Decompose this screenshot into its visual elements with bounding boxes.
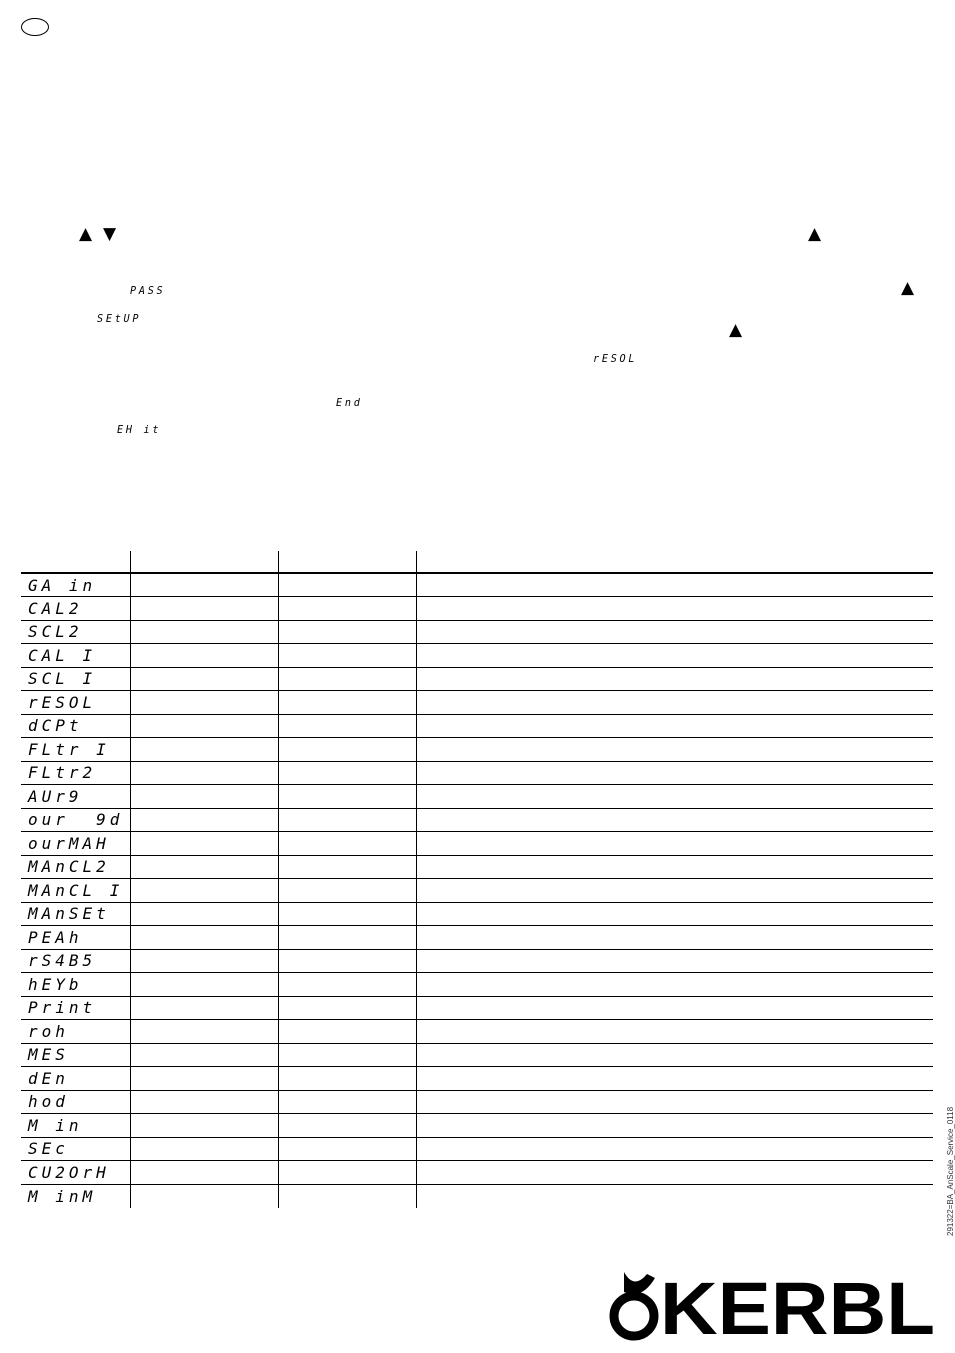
table-cell bbox=[278, 879, 416, 903]
parameter-code: our 9d bbox=[28, 810, 124, 830]
up-arrow-icon: ▲ bbox=[729, 320, 743, 340]
language-badge bbox=[21, 18, 49, 36]
table-header-row bbox=[21, 551, 933, 573]
table-row bbox=[21, 620, 933, 644]
table-row bbox=[21, 644, 933, 668]
table-cell bbox=[130, 855, 278, 879]
table-row bbox=[21, 573, 933, 597]
table-cell bbox=[278, 808, 416, 832]
parameter-code: AUr9 bbox=[28, 786, 83, 806]
parameter-code: Print bbox=[28, 998, 97, 1018]
table-cell bbox=[416, 996, 933, 1020]
parameter-code: MAnCL2 bbox=[28, 857, 110, 877]
table-cell bbox=[416, 832, 933, 856]
table-cell bbox=[130, 785, 278, 809]
table-row bbox=[21, 1161, 933, 1185]
table-cell bbox=[130, 1184, 278, 1208]
parameter-code: M inM bbox=[28, 1186, 97, 1206]
table-cell bbox=[130, 714, 278, 738]
table-cell bbox=[278, 1043, 416, 1067]
table-cell bbox=[278, 1137, 416, 1161]
table-row bbox=[21, 1114, 933, 1138]
code-end: End bbox=[336, 396, 363, 409]
code-resol: rESOL bbox=[593, 352, 638, 365]
table-cell bbox=[130, 832, 278, 856]
table-row bbox=[21, 714, 933, 738]
table-row bbox=[21, 761, 933, 785]
table-cell bbox=[416, 620, 933, 644]
up-arrow-icon: ▲ bbox=[901, 278, 915, 298]
table-cell bbox=[416, 1020, 933, 1044]
table-row bbox=[21, 1090, 933, 1114]
table-cell bbox=[416, 761, 933, 785]
parameter-code: CAL I bbox=[28, 645, 97, 665]
table-cell bbox=[416, 808, 933, 832]
table-row bbox=[21, 1020, 933, 1044]
table-cell bbox=[130, 1067, 278, 1091]
table-row bbox=[21, 597, 933, 621]
table-cell bbox=[130, 691, 278, 715]
table-cell bbox=[130, 949, 278, 973]
table-cell bbox=[416, 855, 933, 879]
parameter-code: hod bbox=[28, 1092, 69, 1112]
parameter-code: SCL2 bbox=[28, 622, 83, 642]
table-cell bbox=[130, 644, 278, 668]
table-cell bbox=[416, 738, 933, 762]
table-row bbox=[21, 1067, 933, 1091]
table-row bbox=[21, 902, 933, 926]
table-cell bbox=[278, 1114, 416, 1138]
table-cell bbox=[278, 996, 416, 1020]
table-row bbox=[21, 667, 933, 691]
table-cell bbox=[130, 738, 278, 762]
table-cell bbox=[278, 855, 416, 879]
code-exit: EH it bbox=[117, 423, 162, 436]
table-cell bbox=[416, 714, 933, 738]
table-cell bbox=[130, 1090, 278, 1114]
parameter-code: PEAh bbox=[28, 927, 83, 947]
table-cell bbox=[278, 949, 416, 973]
table-cell bbox=[416, 1090, 933, 1114]
table-cell bbox=[278, 597, 416, 621]
table-cell bbox=[278, 714, 416, 738]
table-row bbox=[21, 1184, 933, 1208]
table-cell bbox=[130, 902, 278, 926]
table-cell bbox=[130, 667, 278, 691]
parameter-code: CAL2 bbox=[28, 598, 83, 618]
table-cell bbox=[416, 691, 933, 715]
table-row bbox=[21, 879, 933, 903]
table-row bbox=[21, 855, 933, 879]
parameter-code: MAnSEt bbox=[28, 904, 110, 924]
up-arrow-icon: ▲ bbox=[79, 224, 93, 244]
table-row bbox=[21, 1137, 933, 1161]
table-cell bbox=[278, 1161, 416, 1185]
table-cell bbox=[416, 973, 933, 997]
parameter-code: dCPt bbox=[28, 716, 83, 736]
parameter-code: FLtr2 bbox=[28, 763, 97, 783]
table-cell bbox=[278, 667, 416, 691]
kerbl-mark-icon bbox=[614, 1272, 655, 1336]
table-cell bbox=[416, 667, 933, 691]
table-cell bbox=[278, 973, 416, 997]
table-cell bbox=[416, 1161, 933, 1185]
parameter-code: M in bbox=[28, 1115, 83, 1135]
table-row bbox=[21, 691, 933, 715]
table-cell bbox=[416, 573, 933, 597]
table-cell bbox=[130, 1161, 278, 1185]
table-row bbox=[21, 973, 933, 997]
table-cell bbox=[278, 1020, 416, 1044]
down-arrow-icon: ▼ bbox=[103, 224, 117, 244]
table-cell bbox=[278, 1090, 416, 1114]
table-cell bbox=[130, 808, 278, 832]
table-cell bbox=[278, 761, 416, 785]
table-cell bbox=[278, 926, 416, 950]
parameter-code: hEYb bbox=[28, 974, 83, 994]
table-row bbox=[21, 996, 933, 1020]
table-cell bbox=[416, 785, 933, 809]
table-row bbox=[21, 808, 933, 832]
table-cell bbox=[130, 973, 278, 997]
parameter-code: SCL I bbox=[28, 669, 97, 689]
logo-text: KERBL bbox=[660, 1267, 935, 1350]
table-cell bbox=[130, 620, 278, 644]
code-pass: PASS bbox=[130, 284, 166, 297]
table-row bbox=[21, 1043, 933, 1067]
table-row bbox=[21, 785, 933, 809]
code-setup: SEtUP bbox=[97, 312, 142, 325]
table-cell bbox=[278, 738, 416, 762]
table-cell bbox=[130, 597, 278, 621]
parameter-code: CU2OrH bbox=[28, 1162, 110, 1182]
table-row bbox=[21, 738, 933, 762]
table-cell bbox=[416, 1137, 933, 1161]
table-cell bbox=[278, 1067, 416, 1091]
table-cell bbox=[130, 573, 278, 597]
parameter-code: FLtr I bbox=[28, 739, 110, 759]
parameter-code: rESOL bbox=[28, 692, 97, 712]
table-row bbox=[21, 926, 933, 950]
parameter-code: MAnCL I bbox=[28, 880, 124, 900]
table-cell bbox=[278, 832, 416, 856]
table-cell bbox=[416, 949, 933, 973]
table-cell bbox=[278, 691, 416, 715]
document-id: 291322=BA_AnScale_Service_0118 bbox=[946, 1106, 955, 1236]
table-cell bbox=[130, 1114, 278, 1138]
table-cell bbox=[130, 1043, 278, 1067]
table-cell bbox=[416, 1184, 933, 1208]
table-cell bbox=[130, 761, 278, 785]
table-cell bbox=[130, 879, 278, 903]
parameter-code: rS4B5 bbox=[28, 951, 97, 971]
table-cell bbox=[130, 996, 278, 1020]
table-cell bbox=[416, 926, 933, 950]
table-cell bbox=[278, 902, 416, 926]
parameter-code: dEn bbox=[28, 1068, 69, 1088]
up-arrow-icon: ▲ bbox=[808, 224, 822, 244]
table-cell bbox=[416, 879, 933, 903]
parameter-code: ourMAH bbox=[28, 833, 110, 853]
table-cell bbox=[278, 1184, 416, 1208]
table-row bbox=[21, 832, 933, 856]
table-cell bbox=[278, 644, 416, 668]
table-cell bbox=[278, 620, 416, 644]
parameter-table bbox=[21, 551, 933, 1208]
table-cell bbox=[416, 644, 933, 668]
parameter-code: SEc bbox=[28, 1139, 69, 1159]
table-cell bbox=[416, 597, 933, 621]
table-cell bbox=[278, 573, 416, 597]
table-cell bbox=[278, 785, 416, 809]
parameter-code: MES bbox=[28, 1045, 69, 1065]
table-cell bbox=[416, 1067, 933, 1091]
table-cell bbox=[416, 902, 933, 926]
kerbl-logo bbox=[610, 1267, 935, 1350]
table-cell bbox=[416, 1043, 933, 1067]
table-cell bbox=[130, 1137, 278, 1161]
table-row bbox=[21, 949, 933, 973]
table-cell bbox=[130, 1020, 278, 1044]
table-cell bbox=[416, 1114, 933, 1138]
parameter-code: roh bbox=[28, 1021, 69, 1041]
parameter-code: GA in bbox=[28, 575, 97, 595]
table-cell bbox=[130, 926, 278, 950]
